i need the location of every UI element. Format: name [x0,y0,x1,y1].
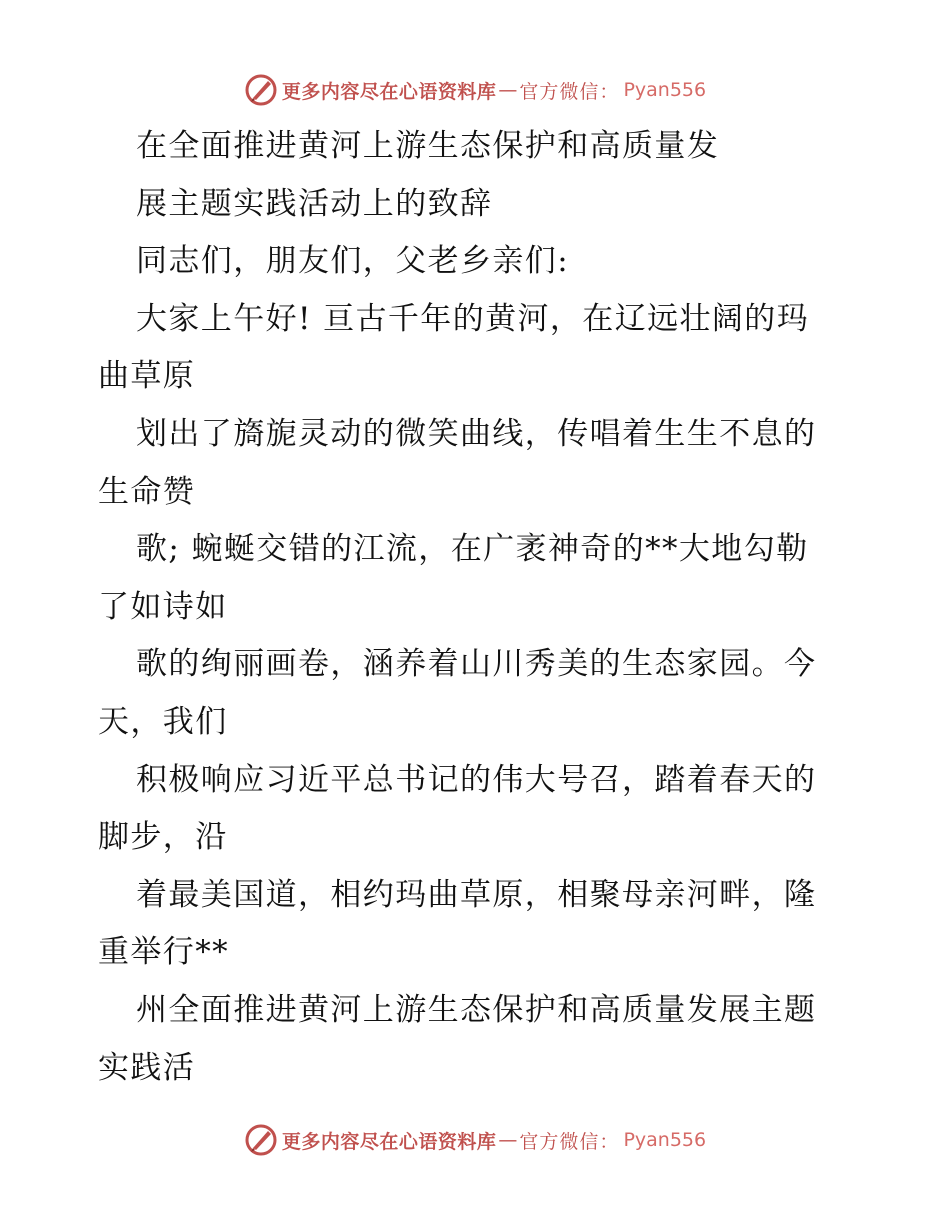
watermark-label: 官方微信： [519,1130,620,1153]
document-line: 州全面推进黄河上游生态保护和高质量发展主题 [136,991,817,1028]
watermark-dash: — [498,79,518,101]
document-line: 了如诗如 [98,588,228,625]
document-line: 天，我们 [98,703,228,740]
document-line: 歌; 蜿蜒交错的江流，在广袤神奇的**大地勾勒 [136,531,809,568]
watermark-main-text: 更多内容尽在心语资料库 [281,80,497,103]
document-line: 歌的绚丽画卷，涵养着山川秀美的生态家园。今 [136,646,817,683]
header-watermark [0,70,950,110]
quill-pen-logo-icon [244,73,278,107]
watermark-main-text: 更多内容尽在心语资料库 [281,1130,497,1153]
watermark-dash: — [498,1129,518,1151]
footer-watermark [0,1120,950,1160]
watermark-id: Pyan556 [623,1129,707,1151]
document-line: 同志们，朋友们，父老乡亲们: [136,243,570,280]
document-line: 划出了旖旎灵动的微笑曲线，传唱着生生不息的 [136,415,817,452]
watermark-label: 官方微信： [519,80,620,103]
document-line: 曲草原 [98,358,196,395]
document-line: 着最美国道，相约玛曲草原，相聚母亲河畔，隆 [136,876,817,913]
document-line: 生命赞 [98,473,196,510]
document-line: 大家上午好! 亘古千年的黄河，在辽远壮阔的玛 [136,300,810,337]
document-body [98,118,868,1097]
document-line: 展主题实践活动上的致辞 [136,185,493,222]
quill-pen-logo-icon [244,1123,278,1157]
document-line: 实践活 [98,1049,196,1086]
document-line: 脚步，沿 [98,819,228,856]
watermark-id: Pyan556 [623,79,707,101]
document-line: 积极响应习近平总书记的伟大号召，踏着春天的 [136,761,817,798]
document-line: 在全面推进黄河上游生态保护和高质量发 [136,128,720,164]
document-line: 重举行** [98,934,229,971]
